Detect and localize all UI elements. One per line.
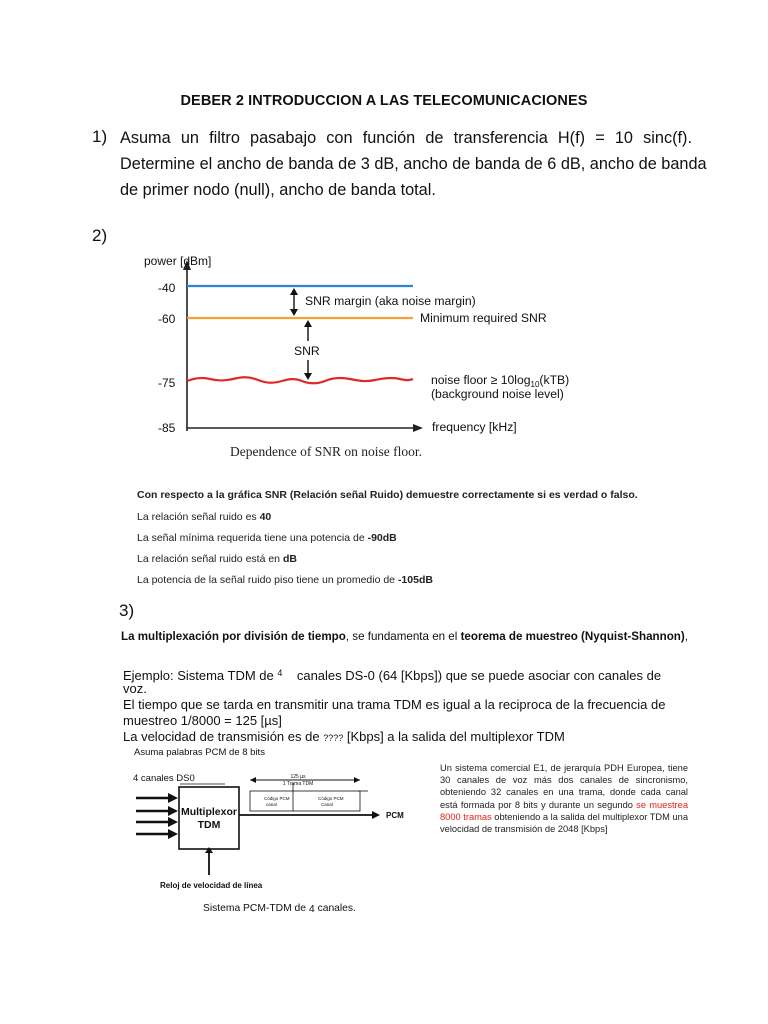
pcm-output-label: PCM [386,811,404,820]
example-line-3: El tiempo que se tarda en transmitir una trama TDM es igual a la reciproca de la frecuencia de [123,697,666,712]
output-arrowhead [372,811,380,819]
question-3-number: 3) [119,601,135,620]
pcm-cell-2-sub: Canal [321,802,333,807]
pcm-cell-1-sub: canal [266,802,277,807]
tdm-label: TDM [197,819,221,831]
snr-arrow-down [304,373,312,380]
statement-4: La potencia de la señal ruido piso tiene un promedio de -105dB [137,574,433,586]
tick-label-minus-60: -60 [158,312,176,326]
frame-duration-right-head [354,777,360,783]
clock-label: Reloj de velocidad de línea [160,881,263,890]
tick-label-minus-85: -85 [158,421,176,435]
x-axis-arrowhead [413,424,423,432]
document-title: DEBER 2 INTRODUCCION A LAS TELECOMUNICACIONES [180,93,588,109]
diagram-caption: Sistema PCM-TDM de 4 canales. [203,903,356,915]
true-false-intro: Con respecto a la gráfica SNR (Relación señal Ruido) demuestre correctamente si es verdad o falso. [137,489,638,501]
multiplexor-label: Multiplexor [180,806,238,818]
question-1-line-3: de primer nodo (null), ancho de banda total. [120,181,436,199]
question-1-text [120,125,707,203]
snr-margin-arrow-down [290,309,298,316]
x-axis-label: frequency [kHz] [432,420,517,434]
snr-arrow-up [304,320,312,327]
frame-label: 1 Trama TDM [282,781,314,787]
example-line-4: muestreo 1/8000 = 125 [µs] [123,713,282,728]
question-1-line-1: Asuma un filtro pasabajo con función de transferencia H(f) = 10 sinc(f). [120,129,692,147]
frame-duration-label: 125 µs [290,774,306,780]
y-axis-label: power [dBm] [144,254,212,268]
pcm-tdm-diagram [128,765,433,895]
e1-highlight: se muestrea 8000 tramas [440,799,688,822]
e1-description: Un sistema comercial E1, de jerarquía PDH Europea, tiene 30 canales de voz más dos canales de sincronismo, obteniendo 32 canales en una trama, donde cada canal está formada por 8 bits y durante un segundo se muestrea 8000 tramas obteniendo a la salida del multiplexor TDM una velocidad de transmisión de 2048 [Kbps] [440,763,688,835]
tdm-frame [250,791,360,811]
snr-label: SNR [294,344,320,358]
statement-2: La señal mínima requerida tiene una potencia de -90dB [137,532,397,544]
minimum-snr-label: Minimum required SNR [420,311,547,325]
true-false-block [137,488,677,587]
pcm-cell-2-label: Código PCM [318,796,344,801]
example-line-2: voz. [123,681,147,696]
question-1-line-2: Determine el ancho de banda de 3 dB, ancho de banda de 6 dB, ancho de banda [120,155,707,173]
statement-3: La relación señal ruido está en dB [137,553,297,565]
snr-noise-floor-figure [130,248,610,464]
frame-duration-left-head [250,777,256,783]
channels-label: 4 canales DS0 [133,773,195,784]
pcm-cell-1-label: Código PCM [264,796,290,801]
tick-label-minus-40: -40 [158,281,176,295]
pcm-word-note: Asuma palabras PCM de 8 bits [134,747,265,758]
example-line-5: La velocidad de transmisión es de ???? [Kbps] a la salida del multiplexor TDM [123,729,565,744]
noise-floor-line [187,377,413,383]
tick-label-minus-75: -75 [158,376,176,390]
example-line-1: Ejemplo: Sistema TDM de $^4$ canales DS-0 (64 [Kbps]) que se puede asociar con canales de [123,668,662,683]
statement-1: La relación señal ruido es 40 [137,511,272,523]
background-noise-label: (background noise level) [431,387,564,401]
snr-margin-label: SNR margin (aka noise margin) [305,294,476,308]
tdm-intro: La multiplexación por división de tiempo, se fundamenta en el teorema de muestreo (Nyquist-Shannon), [121,630,688,643]
question-1-number: 1) [92,127,108,146]
figure-caption: Dependence of SNR on noise floor. [230,444,422,459]
snr-margin-arrow-up [290,288,298,295]
question-2-number: 2) [92,226,108,245]
multiplexor-box [179,787,239,849]
noise-floor-label: noise floor ≥ $10\log_{10}(kTB)$ [431,373,570,389]
input-arrows [136,793,178,839]
